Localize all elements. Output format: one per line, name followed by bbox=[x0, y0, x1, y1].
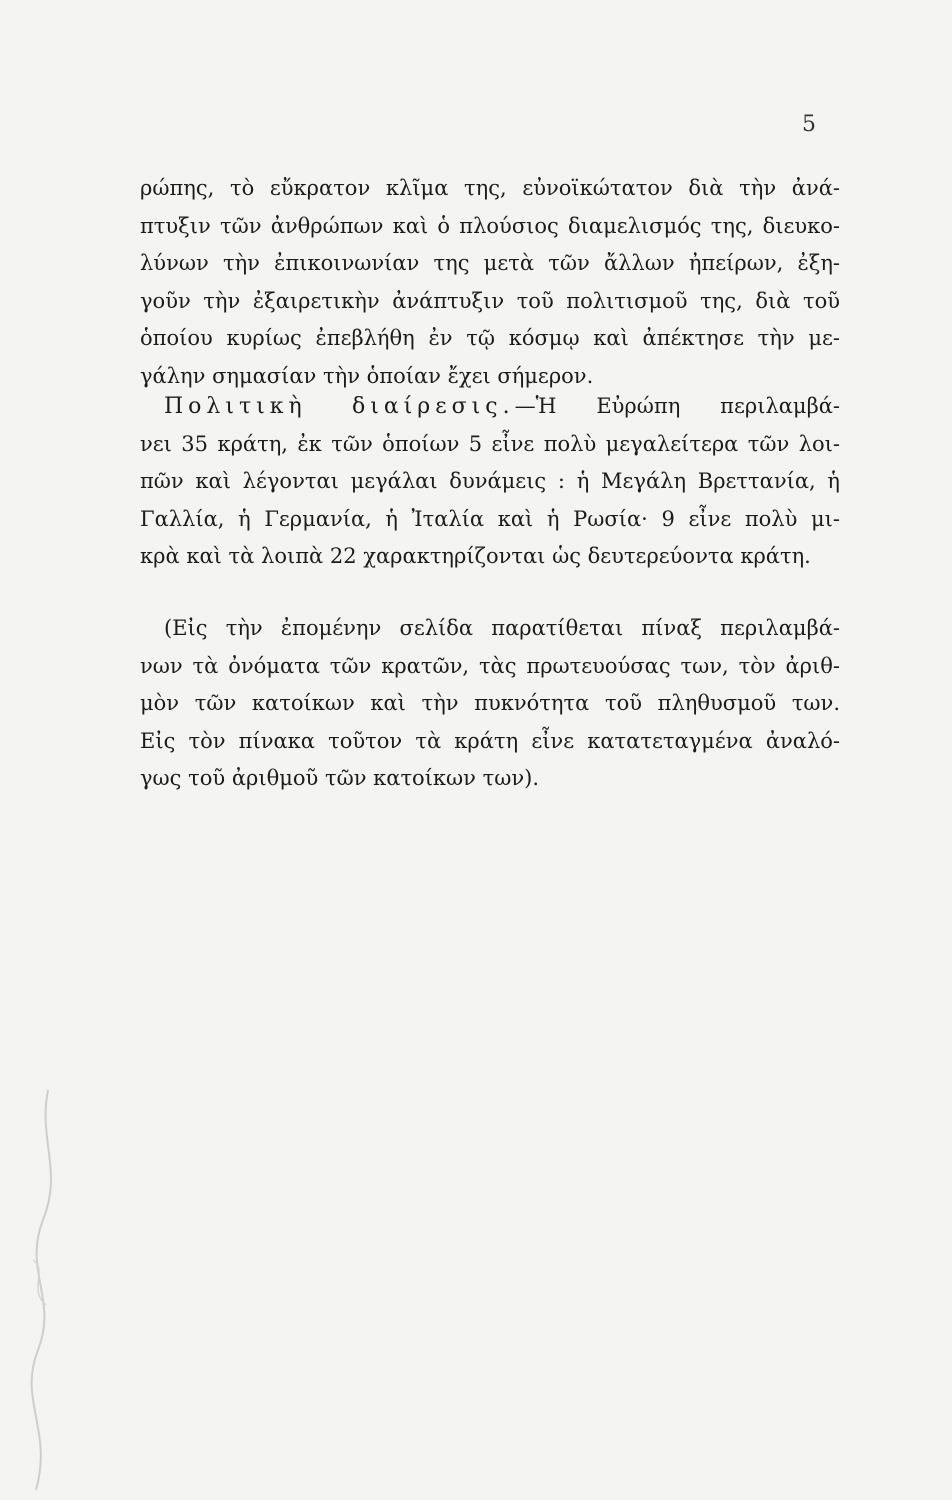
text-line: ρώπης, τὸ εὔκρατον κλῖμα της, εὐνοϊκώτατον διὰ τὴν ἀνά- bbox=[140, 176, 840, 200]
text-line: ὁποίου κυρίως ἐπεβλήθη ἐν τῷ κόσμῳ καὶ ἀπέκτησε τὴν με- bbox=[140, 326, 840, 350]
text-line: (Εἰς τὴν ἐπομένην σελίδα παρατίθεται πίναξ περιλαμβά- bbox=[164, 616, 840, 640]
text-line: μὸν τῶν κατοίκων καὶ τὴν πυκνότητα τοῦ πληθυσμοῦ των. bbox=[140, 691, 840, 715]
paragraph-table-note bbox=[140, 610, 840, 798]
text-line bbox=[140, 388, 840, 426]
text-line-rest: —Ἡ Εὐρώπη περιλαμβά- bbox=[514, 394, 840, 418]
text-line: Γαλλία, ἡ Γερμανία, ἡ Ἰταλία καὶ ἡ Ρωσία· 9 εἶνε πολὺ μι- bbox=[140, 506, 840, 531]
text-line: νων τὰ ὀνόματα τῶν κρατῶν, τὰς πρωτευούσας των, τὸν ἀριθ- bbox=[140, 653, 840, 678]
paragraph-political-division bbox=[140, 388, 840, 576]
text-line: γοῦν τὴν ἐξαιρετικὴν ἀνάπτυξιν τοῦ πολιτισμοῦ της, διὰ τοῦ bbox=[140, 288, 840, 313]
page-number: 5 bbox=[802, 112, 816, 137]
text-line: κρὰ καὶ τὰ λοιπὰ 22 χαρακτηρίζονται ὡς δευτερεύοντα κράτη. bbox=[140, 544, 811, 568]
text-line: νει 35 κράτη, ἐκ τῶν ὁποίων 5 εἶνε πολὺ μεγαλείτερα τῶν λοι- bbox=[140, 431, 840, 456]
section-heading: Πολιτικὴ διαίρεσις. bbox=[164, 394, 515, 419]
text-line: γως τοῦ ἀριθμοῦ τῶν κατοίκων των). bbox=[140, 766, 539, 790]
pencil-marginalia bbox=[8, 1080, 88, 1500]
text-line: πῶν καὶ λέγονται μεγάλαι δυνάμεις : ἡ Μεγάλη Βρεττανία, ἡ bbox=[140, 469, 840, 493]
paragraph-climate bbox=[140, 170, 840, 395]
text-line: Εἰς τὸν πίνακα τοῦτον τὰ κράτη εἶνε κατατεταγμένα ἀναλό- bbox=[140, 728, 840, 753]
text-line: γάλην σημασίαν τὴν ὁποίαν ἔχει σήμερον. bbox=[140, 363, 594, 388]
text-line: πτυξιν τῶν ἀνθρώπων καὶ ὁ πλούσιος διαμελισμός της, διευκο- bbox=[140, 213, 840, 238]
text-line: λύνων τὴν ἐπικοινωνίαν της μετὰ τῶν ἄλλων ἠπείρων, ἐξη- bbox=[140, 251, 840, 275]
